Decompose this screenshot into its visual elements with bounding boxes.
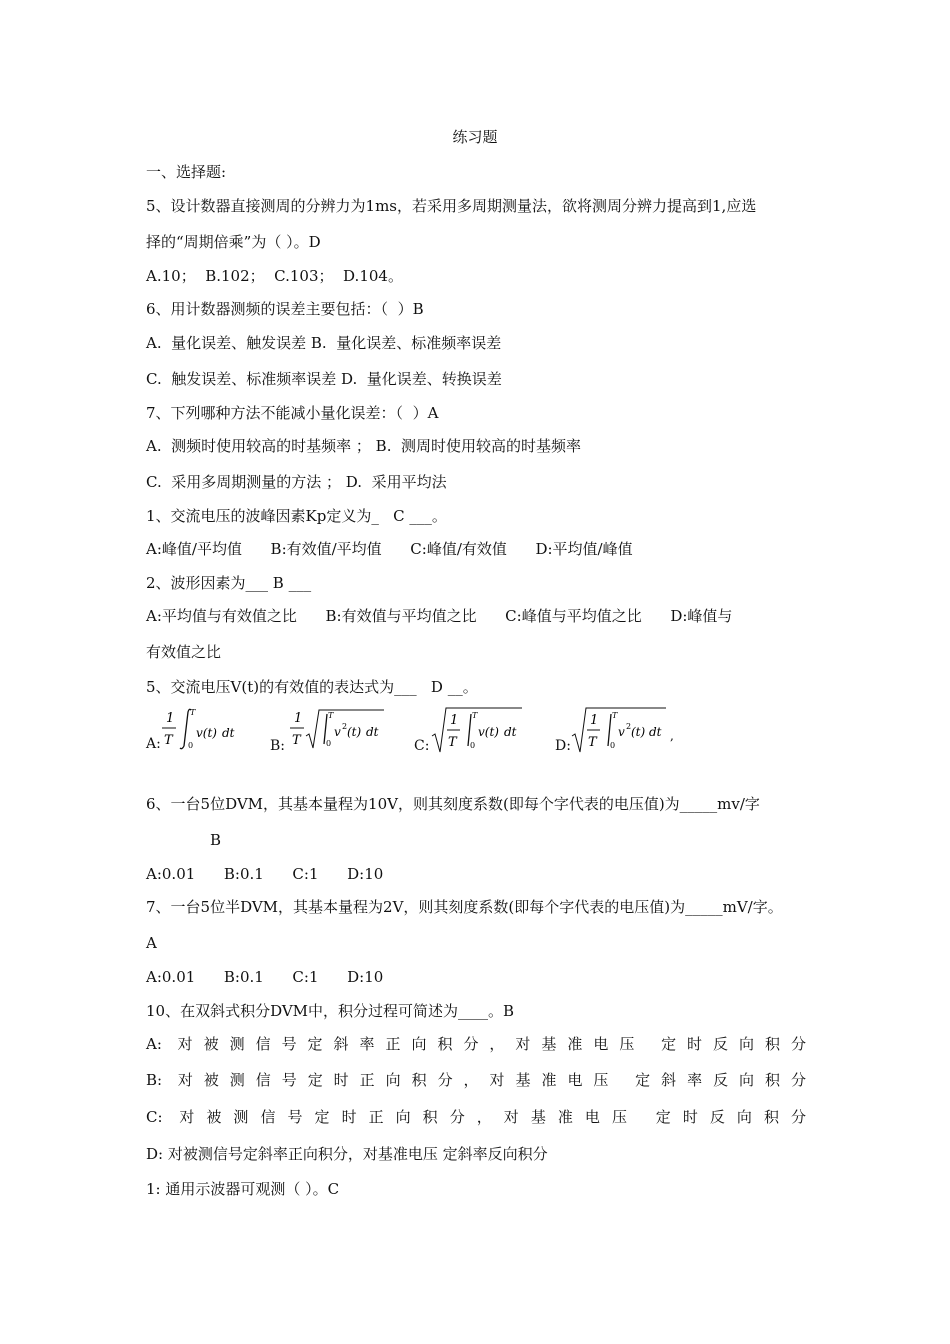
question-5-line-1: 5、设计数器直接测周的分辨力为1ms，若采用多周期测量法，欲将测周分辨力提高到1,应选 bbox=[146, 197, 757, 215]
oscilloscope-question: 1: 通用示波器可观测（ ）。C bbox=[146, 1180, 340, 1198]
fb-T-upper: T bbox=[328, 711, 334, 720]
fd-dt: dt bbox=[649, 725, 662, 739]
fb-one: 1 bbox=[294, 711, 303, 726]
formula-a bbox=[160, 706, 240, 760]
problem-10-option-d: D: 对被测信号定斜率正向积分，对基准电压 定斜率反向积分 bbox=[146, 1145, 548, 1163]
fa-vt: v(t) bbox=[196, 726, 217, 740]
fd-T-upper: T bbox=[612, 711, 618, 720]
fc-zero: 0 bbox=[470, 741, 476, 750]
problem-1-options: A:峰值/平均值 B:有效值/平均值 C:峰值/有效值 D:平均值/峰值 bbox=[146, 540, 633, 558]
page-title: 练习题 bbox=[452, 128, 498, 146]
problem-7-options: A:0.01 B:0.1 C:1 D:10 bbox=[146, 968, 384, 986]
problem-6-options: A:0.01 B:0.1 C:1 D:10 bbox=[146, 865, 384, 883]
fc-T: T bbox=[448, 735, 457, 750]
fa-T: T bbox=[164, 733, 173, 748]
question-5-line-2: 择的“周期倍乘”为（ ）。D bbox=[146, 233, 321, 251]
formula-label-a: A: bbox=[146, 736, 161, 752]
fc-T-upper: T bbox=[472, 711, 478, 720]
formula-label-d: D: bbox=[555, 738, 571, 754]
formula-b bbox=[288, 706, 388, 760]
fd-v: v bbox=[618, 725, 625, 739]
problem-10-option-b: B: 对被测信号定时正向积分，对基准电压 定斜率反向积分 bbox=[146, 1071, 806, 1089]
fc-dt: dt bbox=[504, 725, 517, 739]
problem-7-answer: A bbox=[146, 934, 157, 952]
fb-v: v bbox=[334, 725, 341, 739]
fb-sq: 2 bbox=[342, 722, 348, 731]
question-6-options-1: A. 量化误差、触发误差 B. 量化误差、标准频率误差 bbox=[146, 334, 502, 352]
fa-T-upper: T bbox=[190, 708, 196, 717]
question-6: 6、用计数器测频的误差主要包括：（ ）B bbox=[146, 300, 424, 318]
fb-dt: dt bbox=[366, 725, 379, 739]
question-5-options: A.10； B.102； C.103； D.104。 bbox=[146, 267, 403, 285]
question-6-options-2: C. 触发误差、标准频率误差 D. 量化误差、转换误差 bbox=[146, 370, 502, 388]
formula-c bbox=[430, 706, 530, 760]
fd-one: 1 bbox=[590, 713, 599, 728]
formula-label-c: C: bbox=[414, 738, 430, 754]
problem-2-options: A:平均值与有效值之比 B:有效值与平均值之比 C:峰值与平均值之比 D:峰值与 bbox=[146, 607, 733, 625]
problem-6: 6、一台5位DVM，其基本量程为10V，则其刻度系数(即每个字代表的电压值)为_____mv/字 bbox=[146, 795, 760, 813]
question-7-options-2: C. 采用多周期测量的方法 ； D. 采用平均法 bbox=[146, 473, 447, 491]
question-7: 7、下列哪种方法不能减小量化误差：（ ）A bbox=[146, 404, 439, 422]
fa-zero: 0 bbox=[188, 741, 194, 750]
fd-comma: , bbox=[670, 729, 674, 743]
fa-one: 1 bbox=[166, 711, 175, 726]
fd-sq: 2 bbox=[626, 722, 632, 731]
fc-vt: v(t) bbox=[478, 725, 499, 739]
fd-zero: 0 bbox=[610, 741, 616, 750]
problem-2-options-tail: 有效值之比 bbox=[146, 643, 222, 661]
formula-d bbox=[570, 706, 680, 760]
fb-t: (t) bbox=[347, 725, 362, 739]
fd-T: T bbox=[588, 735, 597, 750]
fb-zero: 0 bbox=[326, 739, 332, 748]
problem-10-option-a: A: 对被测信号定斜率正向积分，对基准电压 定时反向积分 bbox=[146, 1035, 806, 1053]
question-7-options-1: A. 测频时使用较高的时基频率 ； B. 测周时使用较高的时基频率 bbox=[146, 437, 582, 455]
problem-1: 1、交流电压的波峰因素Kp定义为_ C ___。 bbox=[146, 507, 447, 525]
fb-T: T bbox=[292, 733, 301, 748]
problem-10-option-c: C: 对被测信号定时正向积分，对基准电压 定时反向积分 bbox=[146, 1108, 806, 1126]
problem-7: 7、一台5位半DVM，其基本量程为2V，则其刻度系数(即每个字代表的电压值)为_____mV/字。 bbox=[146, 898, 783, 916]
section-heading: 一、选择题: bbox=[146, 163, 227, 181]
problem-2: 2、波形因素为___ B ___ bbox=[146, 574, 312, 592]
formula-options bbox=[0, 706, 950, 760]
fc-one: 1 bbox=[450, 713, 459, 728]
problem-10: 10、在双斜式积分DVM中，积分过程可简述为____。B bbox=[146, 1002, 515, 1020]
problem-6-answer: B bbox=[210, 831, 222, 849]
formula-label-b: B: bbox=[270, 738, 286, 754]
fa-dt: dt bbox=[222, 726, 235, 740]
problem-5: 5、交流电压V(t)的有效值的表达式为___ D __。 bbox=[146, 678, 478, 696]
fd-t: (t) bbox=[631, 725, 646, 739]
